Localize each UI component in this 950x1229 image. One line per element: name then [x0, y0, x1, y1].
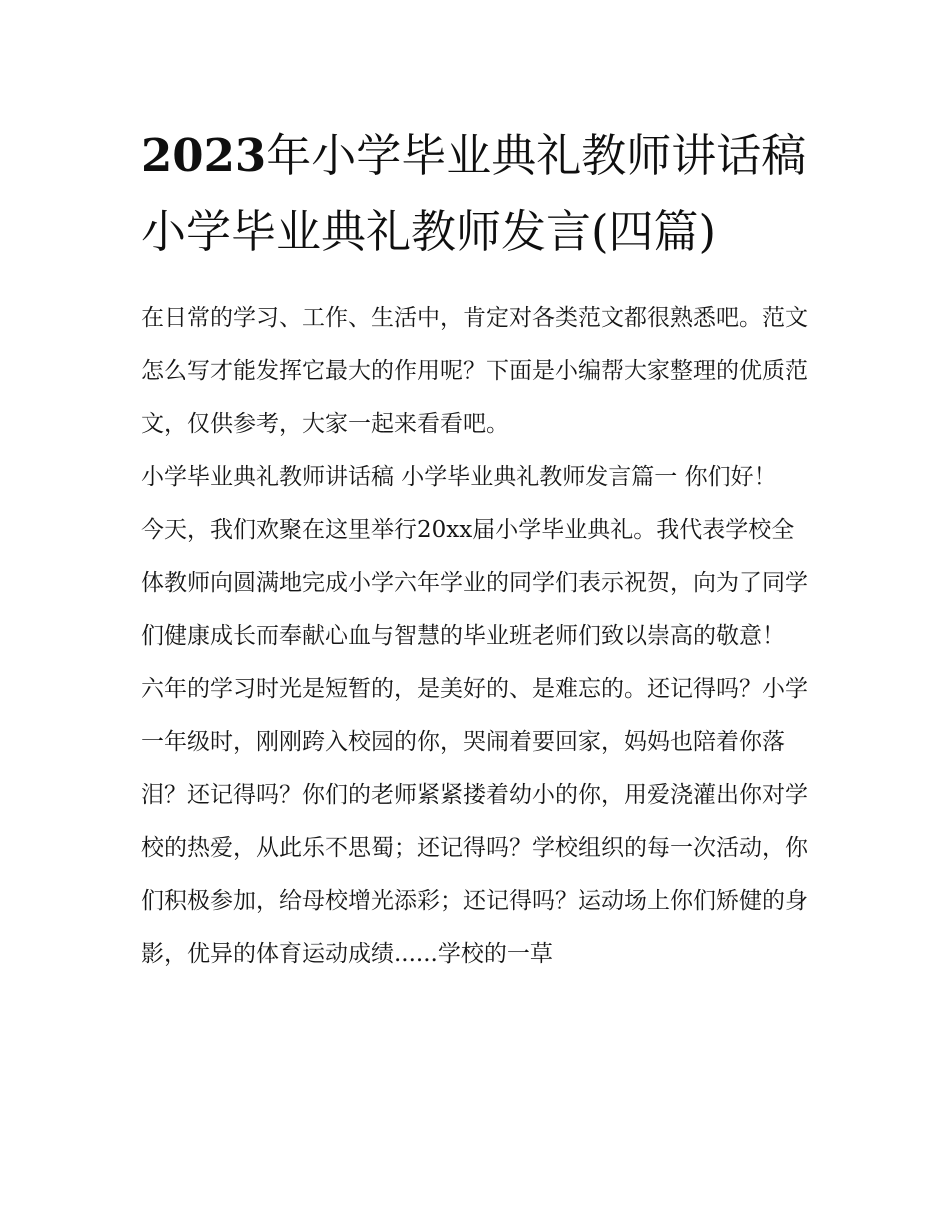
- document-title: [141, 118, 813, 270]
- title-text: 年小学毕业典礼教师讲话稿 小学毕业典礼教师发言(四篇): [141, 129, 807, 258]
- title-year: 2023: [141, 129, 267, 182]
- paragraph-greeting: 今天，我们欢聚在这里举行20xx届小学毕业典礼。我代表学校全体教师向圆满地完成小学六年学业的同学们表示祝贺，向为了同学们健康成长而奉献心血与智慧的毕业班老师们致以崇高的敬意！: [141, 517, 808, 649]
- document-content: [141, 118, 813, 981]
- paragraph-section-heading: 小学毕业典礼教师讲话稿 小学毕业典礼教师发言篇一 你们好！: [141, 464, 777, 490]
- paragraph-memories: 六年的学习时光是短暂的，是美好的、是难忘的。还记得吗？小学一年级时，刚刚跨入校园的你，哭闹着要回家，妈妈也陪着你落泪？还记得吗？你们的老师紧紧搂着幼小的你，用爱浇灌出你对学校的热爱，从此乐不思蜀；还记得吗？学校组织的每一次活动，你们积极参加，给母校增光添彩；还记得吗？运动场上你们矫健的身影，优异的体育运动成绩......学校的一草: [141, 676, 808, 967]
- paragraph-intro: 在日常的学习、工作、生活中，肯定对各类范文都很熟悉吧。范文怎么写才能发挥它最大的作用呢？下面是小编帮大家整理的优质范文，仅供参考，大家一起来看看吧。: [141, 305, 808, 437]
- document-body: [141, 292, 813, 981]
